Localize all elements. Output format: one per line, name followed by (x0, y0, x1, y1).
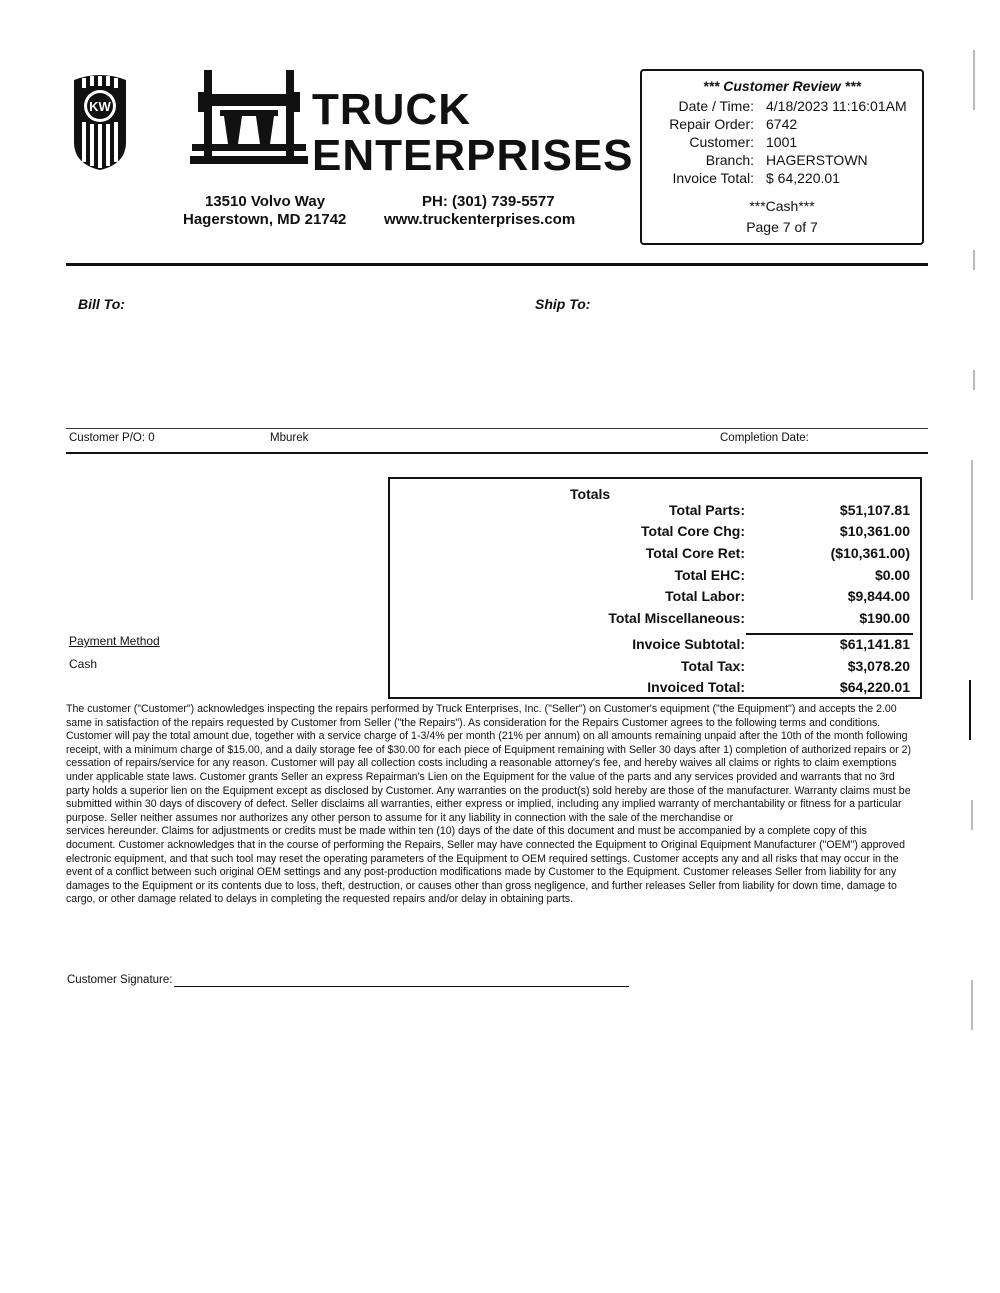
totals-value: $10,361.00 (839, 523, 910, 539)
totals-label: Total Tax: (680, 658, 745, 674)
totals-row-parts (390, 502, 920, 522)
ship-to-label: Ship To: (535, 296, 591, 312)
review-row-date (642, 98, 926, 116)
website: www.truckenterprises.com (384, 211, 576, 228)
payment-method-label: Payment Method (69, 634, 160, 648)
payment-method-value: Cash (69, 657, 98, 671)
totals-label: Total EHC: (674, 567, 745, 583)
order-line-bottom-rule (66, 452, 928, 454)
totals-label: Total Miscellaneous: (608, 610, 745, 626)
totals-label: Invoice Subtotal: (632, 636, 745, 652)
bill-to-label: Bill To: (78, 296, 125, 312)
review-row-repair-order (642, 116, 926, 134)
signature-label: Customer Signature: (67, 974, 173, 986)
scan-margin-marks (966, 40, 986, 1040)
page-number: Page 7 of 7 (746, 219, 818, 235)
totals-value: $51,107.81 (839, 502, 910, 518)
totals-value: $64,220.01 (839, 679, 910, 695)
totals-title: Totals (570, 486, 611, 502)
truck-logo-icon (190, 66, 308, 170)
totals-label: Total Core Ret: (645, 545, 745, 561)
customer-review-box (640, 69, 924, 245)
totals-row-misc (390, 610, 920, 630)
totals-value: $3,078.20 (847, 658, 910, 674)
payment-status: ***Cash*** (749, 198, 815, 214)
address-street: 13510 Volvo Way (205, 193, 326, 210)
totals-label: Invoiced Total: (647, 679, 745, 695)
totals-box (388, 477, 922, 699)
totals-label: Total Parts: (669, 502, 745, 518)
completion-date-label: Completion Date: (720, 432, 809, 444)
review-value: $ 64,220.01 (766, 170, 840, 186)
review-label: Customer: (689, 134, 754, 150)
review-value: 1001 (766, 134, 798, 150)
review-title: *** Customer Review *** (703, 78, 861, 94)
totals-value: $190.00 (859, 610, 910, 626)
kw-logo-text: KW (89, 99, 111, 114)
company-name-line1: TRUCK (312, 85, 471, 134)
review-row-customer (642, 134, 926, 152)
totals-row-tax (390, 658, 920, 678)
company-name-line2: ENTERPRISES (312, 131, 634, 180)
totals-row-core-ret (390, 545, 920, 565)
review-row-invoice-total (642, 170, 926, 188)
customer-po: Customer P/O: 0 (69, 432, 155, 444)
totals-row-core-chg (390, 523, 920, 543)
terms-and-conditions (66, 703, 914, 907)
header-divider (66, 263, 928, 266)
order-line-top-rule (66, 428, 928, 429)
totals-row-labor (390, 588, 920, 608)
review-label: Branch: (705, 152, 754, 168)
terms-paragraph: The customer ("Customer") acknowledges inspecting the repairs performed by Truck Enterprises, Inc. ("Seller") on Customer's equipment ("the Equipment") and accepts the 2.00 same in satisfaction of the repairs requested by Customer from Seller ("the Repairs"). As consideration for the Repairs Customer agrees to the following terms and conditions. Customer will pay the total amount due, together with a service charge of 1-3/4% per month (21% per annum) on all amounts remaining unpaid after the 10th of the month following receipt, with a minimum charge of $15.00, and a daily storage fee of $30.00 for each piece of Equipment remaining with Seller 30 days after 1) completion of authorized repairs or 2) cessation of repairs/service for any reason. Customer will pay all collection costs including a reasonable attorney's fee, and hereby waives all claims or rights to claim exemptions under applicable state laws. Customer grants Seller an express Repairman's Lien on the Equipment for the value of the parts and any services provided and warrants that no 3rd party holds a superior lien on the Equipment except as disclosed by Customer. Any warranties on the product(s) sold hereby are those of the manufacturer. Warranty claims must be submitted within 30 days of discovery of defect. Seller disclaims all warranties, either express or implied, including any implied warranty of merchantability or fitness for a particular purpose. Seller neither assumes nor authorizes any other person to assume for it any liability in connection with the sale of the merchandise or (66, 703, 912, 824)
totals-row-ehc (390, 567, 920, 587)
review-value: 6742 (766, 116, 798, 132)
totals-value: $61,141.81 (839, 636, 910, 652)
terms-paragraph: services hereunder. Claims for adjustments or credits must be made within ten (10) days of the date of this document and must be accompanied by a complete copy of this document. Customer acknowledges that in the course of performing the Repairs, Seller may have connected the Equipment to Original Equipment Manufacturer ("OEM") approved electronic equipment, and that such tool may reset the operating parameters of the Equipment to OEM required settings. Customer accepts any and all risks that may occur in the event of a conflict between such original OEM settings and any post-production modifications made by Customer to the Equipment. Customer releases Seller from liability for any damages to the Equipment or its contents due to loss, theft, destruction, or causes other than gross negligence, and further releases Seller from liability for down time, damage to cargo, or other damage related to delays in completing the requested repairs and/or delay in obtaining parts. (66, 825, 905, 906)
phone-number: PH: (301) 739-5577 (422, 193, 555, 210)
service-writer: Mburek (270, 432, 309, 444)
totals-value: $0.00 (874, 567, 910, 583)
review-label: Date / Time: (678, 98, 754, 114)
totals-row-subtotal (390, 636, 920, 656)
totals-label: Total Core Chg: (641, 523, 745, 539)
review-value: HAGERSTOWN (766, 152, 868, 168)
address-city: Hagerstown, MD 21742 (183, 211, 347, 228)
review-row-branch (642, 152, 926, 170)
review-value: 4/18/2023 11:16:01AM (766, 98, 907, 114)
review-label: Invoice Total: (672, 170, 754, 186)
kenworth-logo (70, 72, 130, 172)
totals-value: $9,844.00 (847, 588, 910, 604)
review-label: Repair Order: (669, 116, 754, 132)
totals-label: Total Labor: (665, 588, 745, 604)
totals-row-invoiced-total (390, 679, 920, 699)
subtotal-rule (746, 633, 913, 635)
signature-line[interactable] (174, 986, 629, 987)
totals-value: ($10,361.00) (830, 545, 910, 561)
